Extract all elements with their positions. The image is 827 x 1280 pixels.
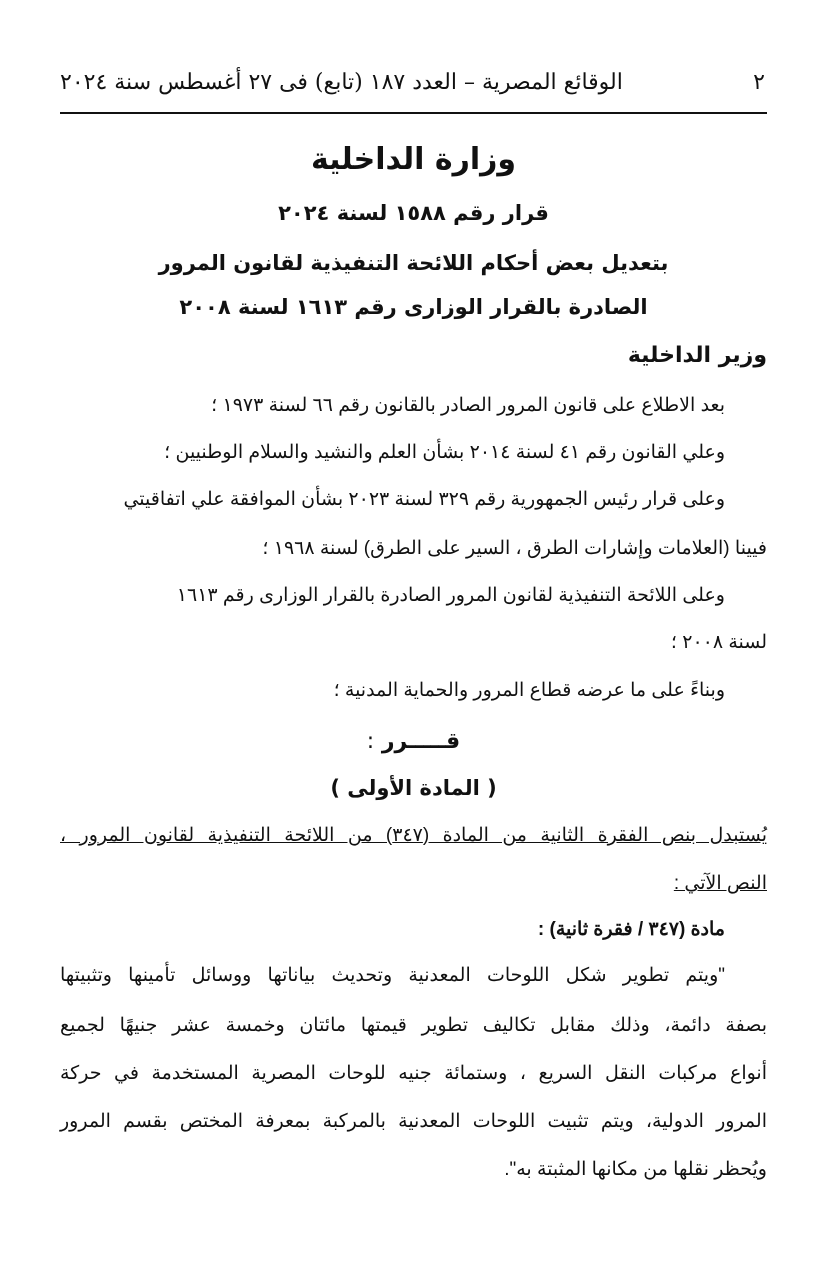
amended-text-line: المرور الدولية، ويتم تثبيت اللوحات المعدنية بالمركبة بمعرفة المختص بقسم المرور: [60, 1111, 767, 1132]
preamble-line: وعلى اللائحة التنفيذية لقانون المرور الصادرة بالقرار الوزارى رقم ١٦١٣: [176, 585, 725, 606]
article-heading: ( المادة الأولى ): [330, 776, 497, 800]
preamble-line: بعد الاطلاع على قانون المرور الصادر بالقانون رقم ٦٦ لسنة ١٩٧٣ ؛: [211, 395, 725, 416]
page-number: ٢: [753, 70, 765, 95]
gazette-issue-line: الوقائع المصرية – العدد ١٨٧ (تابع) فى ٢٧ أغسطس سنة ٢٠٢٤: [60, 70, 623, 95]
page-header: [60, 66, 765, 100]
decides-colon: :: [366, 729, 375, 754]
ministry-title: وزارة الداخلية: [310, 142, 517, 177]
article-line: يُستبدل بنص الفقرة الثانية من المادة (٣٤٧) من اللائحة التنفيذية لقانون المرور ،: [60, 825, 767, 846]
decree-subject-line-2: الصادرة بالقرار الوزارى رقم ١٦١٣ لسنة ٢٠٠٨: [179, 295, 648, 319]
header-divider: [60, 112, 767, 114]
article-line: النص الآتي :: [673, 873, 767, 894]
decides-word: قـــــرر: [381, 729, 461, 754]
decree-subject-line-1: بتعديل بعض أحكام اللائحة التنفيذية لقانون المرور: [158, 251, 669, 275]
amended-text-line: بصفة دائمة، وذلك مقابل تكاليف تطوير قيمتها مائتان وخمسة عشر جنيهًا لجميع: [60, 1015, 767, 1036]
amended-text-line: "ويتم تطوير شكل اللوحات المعدنية وتحديث بياناتها ووسائل تأمينها وتثبيتها: [60, 965, 725, 986]
decree-number: قرار رقم ١٥٨٨ لسنة ٢٠٢٤: [278, 201, 549, 225]
preamble-line: وبناءً على ما عرضه قطاع المرور والحماية المدنية ؛: [333, 680, 725, 701]
decides-heading: [0, 726, 827, 758]
issuer-title: وزير الداخلية: [627, 343, 767, 368]
preamble-line: وعلى قرار رئيس الجمهورية رقم ٣٢٩ لسنة ٢٠٢٣ بشأن الموافقة علي اتفاقيتي: [123, 489, 725, 510]
amended-text-line: أنواع مركبات النقل السريع ، وستمائة جنيه للوحات المصرية المستخدمة في حركة: [60, 1063, 767, 1084]
preamble-line: وعلي القانون رقم ٤١ لسنة ٢٠١٤ بشأن العلم والنشيد والسلام الوطنيين ؛: [164, 442, 725, 463]
preamble-line: فيينا (العلامات وإشارات الطرق ، السير على الطرق) لسنة ١٩٦٨ ؛: [262, 538, 767, 559]
article-subheading: مادة (٣٤٧ / فقرة ثانية) :: [537, 919, 725, 940]
preamble-line: لسنة ٢٠٠٨ ؛: [670, 632, 767, 653]
amended-text-line: ويُحظر نقلها من مكانها المثبتة به".: [504, 1159, 767, 1180]
